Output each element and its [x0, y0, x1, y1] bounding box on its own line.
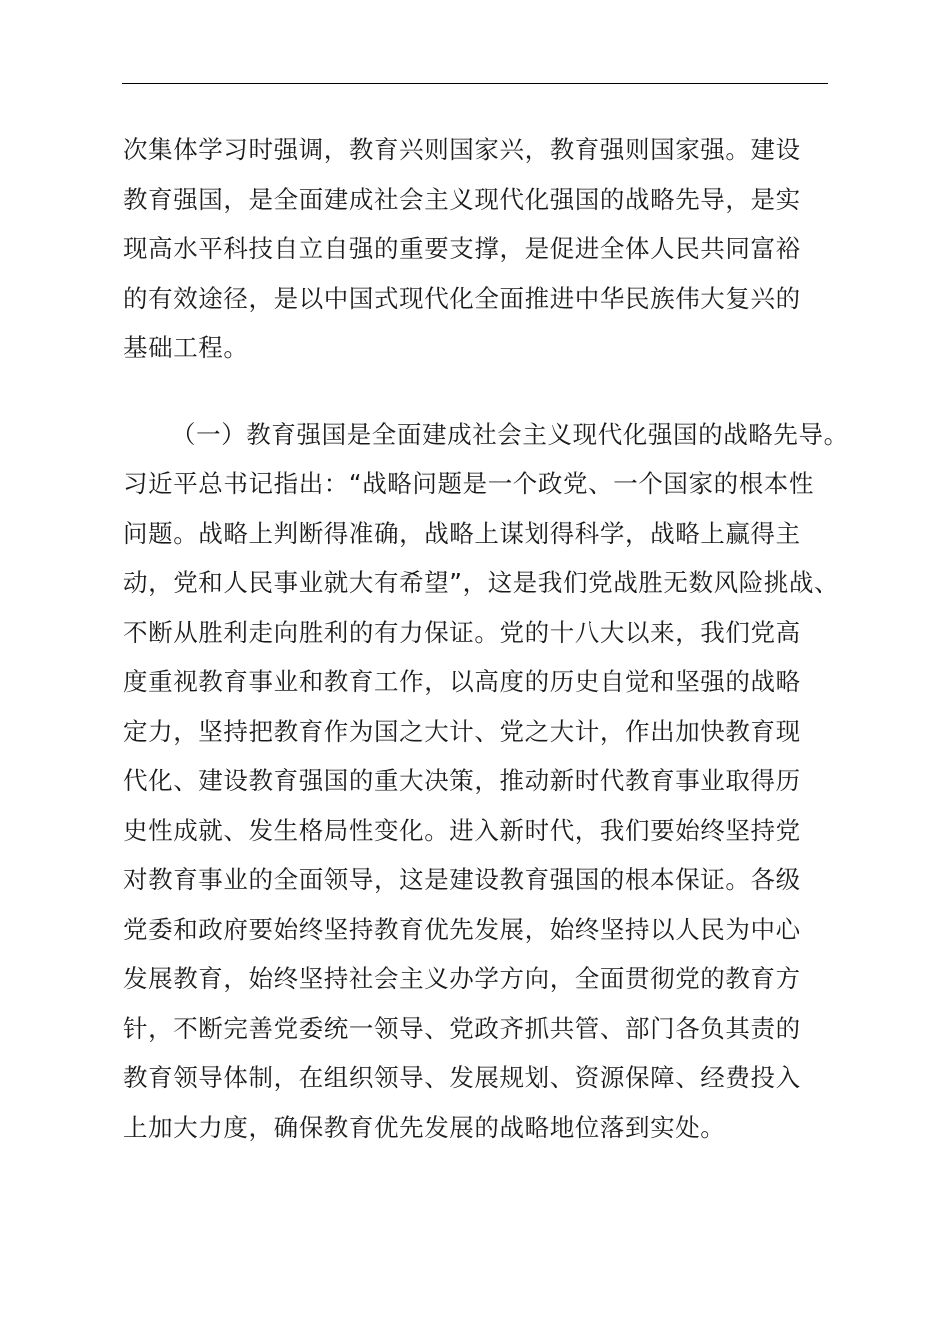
paragraph-2 [123, 410, 849, 1252]
text-line [123, 1152, 833, 1202]
paragraph-1 [123, 125, 833, 373]
text-line: 次集体学习时强调，教育兴则国家兴，教育强则国家强。建设 [123, 135, 801, 164]
text-line [123, 1202, 833, 1252]
text-line: 动，党和人民事业就大有希望”，这是我们党战胜无数风险挑战、 [123, 568, 840, 597]
text-line: 党委和政府要始终坚持教育优先发展，始终坚持以人民为中心 [123, 914, 801, 944]
text-line: 习近平总书记指出：“战略问题是一个政党、一个国家的根本性 [123, 469, 814, 498]
text-line: 针，不断完善党委统一领导、党政齐抓共管、部门各负其责的 [123, 1013, 801, 1043]
text-line: 代化、建设教育强国的重大决策，推动新时代教育事业取得历 [123, 766, 801, 795]
text-line: 上加大力度，确保教育优先发展的战略地位落到实处。 [123, 1112, 726, 1142]
header-rule [122, 83, 828, 84]
text-line: 教育强国，是全面建成社会主义现代化强国的战略先导，是实 [123, 184, 801, 214]
text-line: 基础工程。 [123, 333, 249, 362]
paragraph-gap [123, 373, 833, 410]
text-line: 度重视教育事业和教育工作，以高度的历史自觉和坚强的战略 [123, 667, 801, 696]
text-line: 定力，坚持把教育作为国之大计、党之大计，作出加快教育现 [123, 716, 801, 746]
text-line: 发展教育，始终坚持社会主义办学方向，全面贯彻党的教育方 [123, 964, 801, 993]
text-line: 对教育事业的全面领导，这是建设教育强国的根本保证。各级 [123, 865, 801, 894]
body-text [123, 125, 849, 1251]
text-line: 现高水平科技自立自强的重要支撑，是促进全体人民共同富裕 [123, 234, 801, 263]
text-line: 问题。战略上判断得准确，战略上谋划得科学，战略上赢得主 [123, 518, 801, 548]
text-line: 不断从胜利走向胜利的有力保证。党的十八大以来，我们党高 [123, 617, 801, 647]
text-line: 教育领导体制，在组织领导、发展规划、资源保障、经费投入 [123, 1063, 801, 1092]
text-line: 的有效途径，是以中国式现代化全面推进中华民族伟大复兴的 [123, 283, 801, 313]
text-line: 史性成就、发生格局性变化。进入新时代，我们要始终坚持党 [123, 815, 801, 845]
section-heading-line: （一）教育强国是全面建成社会主义现代化强国的战略先导。 [171, 419, 849, 449]
